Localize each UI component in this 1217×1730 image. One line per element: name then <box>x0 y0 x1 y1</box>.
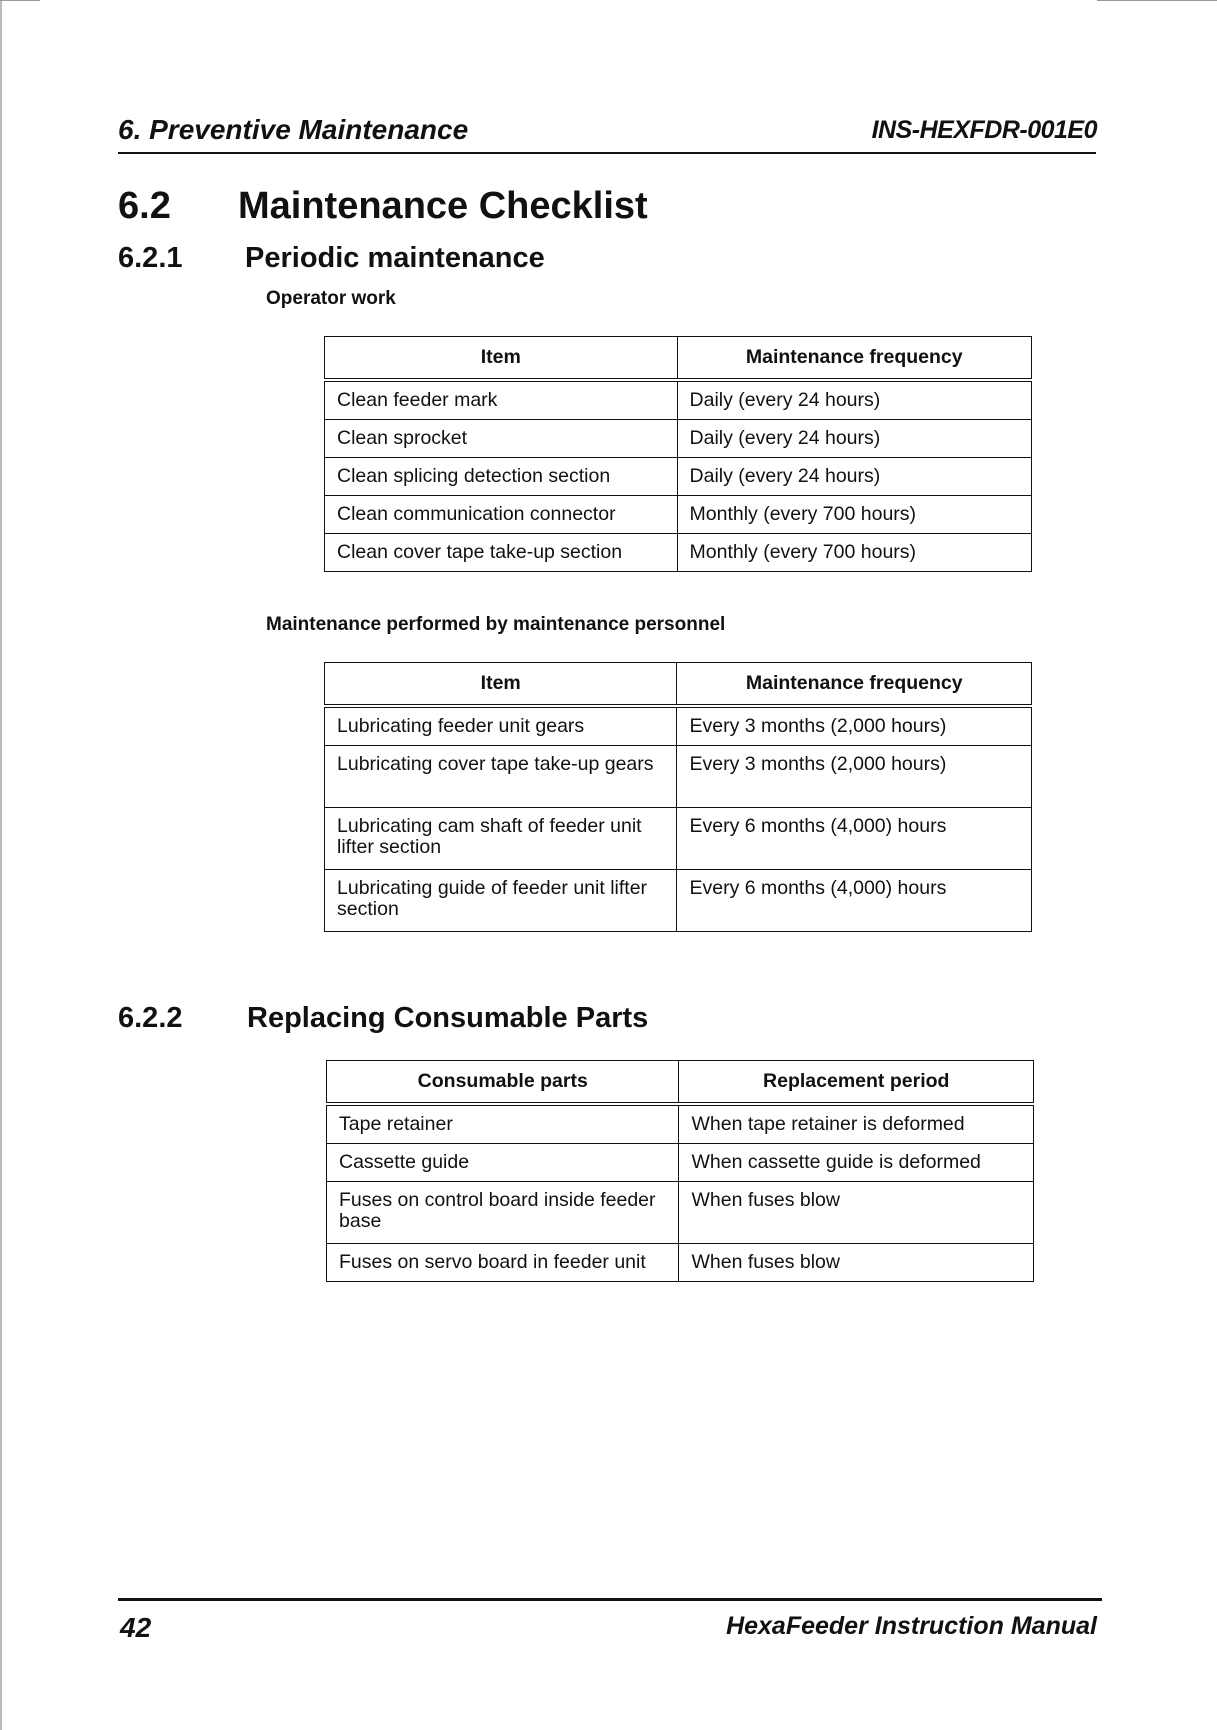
table-row <box>325 496 1032 534</box>
maintenance-personnel-heading: Maintenance performed by maintenance personnel <box>266 614 726 635</box>
subsection-title: Periodic maintenance <box>245 242 545 274</box>
table-row <box>327 1144 1034 1182</box>
table-cell: Clean feeder mark <box>325 380 678 420</box>
table-header-row <box>325 663 1032 707</box>
table-cell: Clean communication connector <box>325 496 678 534</box>
header-rule <box>118 152 1096 154</box>
table-cell: Cassette guide <box>327 1144 679 1182</box>
table-cell: Clean cover tape take-up section <box>325 534 678 572</box>
column-header: Replacement period <box>679 1061 1034 1105</box>
table-cell: Every 3 months (2,000 hours) <box>677 746 1032 808</box>
table-row <box>327 1182 1034 1244</box>
subsection-number: 6.2.2 <box>118 1002 183 1034</box>
table-cell: Every 6 months (4,000) hours <box>677 808 1032 870</box>
table-cell: When tape retainer is deformed <box>679 1104 1034 1144</box>
table-cell: Monthly (every 700 hours) <box>677 534 1031 572</box>
page-edge-top-right <box>1097 0 1217 1</box>
table-row <box>325 746 1032 808</box>
section-title: Maintenance Checklist <box>238 185 648 227</box>
table-cell: Clean splicing detection section <box>325 458 678 496</box>
table-cell: When fuses blow <box>679 1244 1034 1282</box>
table-cell: Clean sprocket <box>325 420 678 458</box>
table-header-row <box>327 1061 1034 1105</box>
subsection-title: Replacing Consumable Parts <box>247 1002 649 1034</box>
table-cell: Fuses on control board inside feeder base <box>327 1182 679 1244</box>
table-row <box>325 706 1032 746</box>
table-row <box>325 420 1032 458</box>
table-cell: Daily (every 24 hours) <box>677 420 1031 458</box>
manual-title: HexaFeeder Instruction Manual <box>726 1612 1097 1640</box>
table-row <box>325 458 1032 496</box>
column-header: Maintenance frequency <box>677 663 1032 707</box>
running-header-section: 6. Preventive Maintenance <box>118 114 469 145</box>
table-cell: When fuses blow <box>679 1182 1034 1244</box>
table-row <box>327 1104 1034 1144</box>
table-cell: Lubricating feeder unit gears <box>325 706 677 746</box>
column-header: Item <box>325 337 678 381</box>
subsection-number: 6.2.1 <box>118 242 183 274</box>
table-cell: Tape retainer <box>327 1104 679 1144</box>
table-cell: Monthly (every 700 hours) <box>677 496 1031 534</box>
table-cell: Lubricating guide of feeder unit lifter section <box>325 870 677 932</box>
operator-work-heading: Operator work <box>266 288 396 309</box>
personnel-table <box>324 662 1032 932</box>
table-header-row <box>325 337 1032 381</box>
table-cell: When cassette guide is deformed <box>679 1144 1034 1182</box>
table-cell: Every 3 months (2,000 hours) <box>677 706 1032 746</box>
table-row <box>325 380 1032 420</box>
running-header-doc-code: INS-HEXFDR-001E0 <box>871 116 1097 144</box>
table-row <box>325 870 1032 932</box>
table-cell: Every 6 months (4,000) hours <box>677 870 1032 932</box>
table-cell: Fuses on servo board in feeder unit <box>327 1244 679 1282</box>
section-number: 6.2 <box>118 185 171 227</box>
column-header: Item <box>325 663 677 707</box>
footer-rule <box>118 1598 1102 1601</box>
table-row <box>325 534 1032 572</box>
operator-table <box>324 336 1032 572</box>
table-cell: Daily (every 24 hours) <box>677 380 1031 420</box>
column-header: Maintenance frequency <box>677 337 1031 381</box>
table-cell: Daily (every 24 hours) <box>677 458 1031 496</box>
table-cell: Lubricating cover tape take-up gears <box>325 746 677 808</box>
consumables-table <box>326 1060 1034 1282</box>
page-edge <box>0 0 2 1730</box>
table-row <box>327 1244 1034 1282</box>
page-number: 42 <box>120 1612 152 1643</box>
table-row <box>325 808 1032 870</box>
table-cell: Lubricating cam shaft of feeder unit lifter section <box>325 808 677 870</box>
page-edge-top <box>0 0 40 1</box>
column-header: Consumable parts <box>327 1061 679 1105</box>
